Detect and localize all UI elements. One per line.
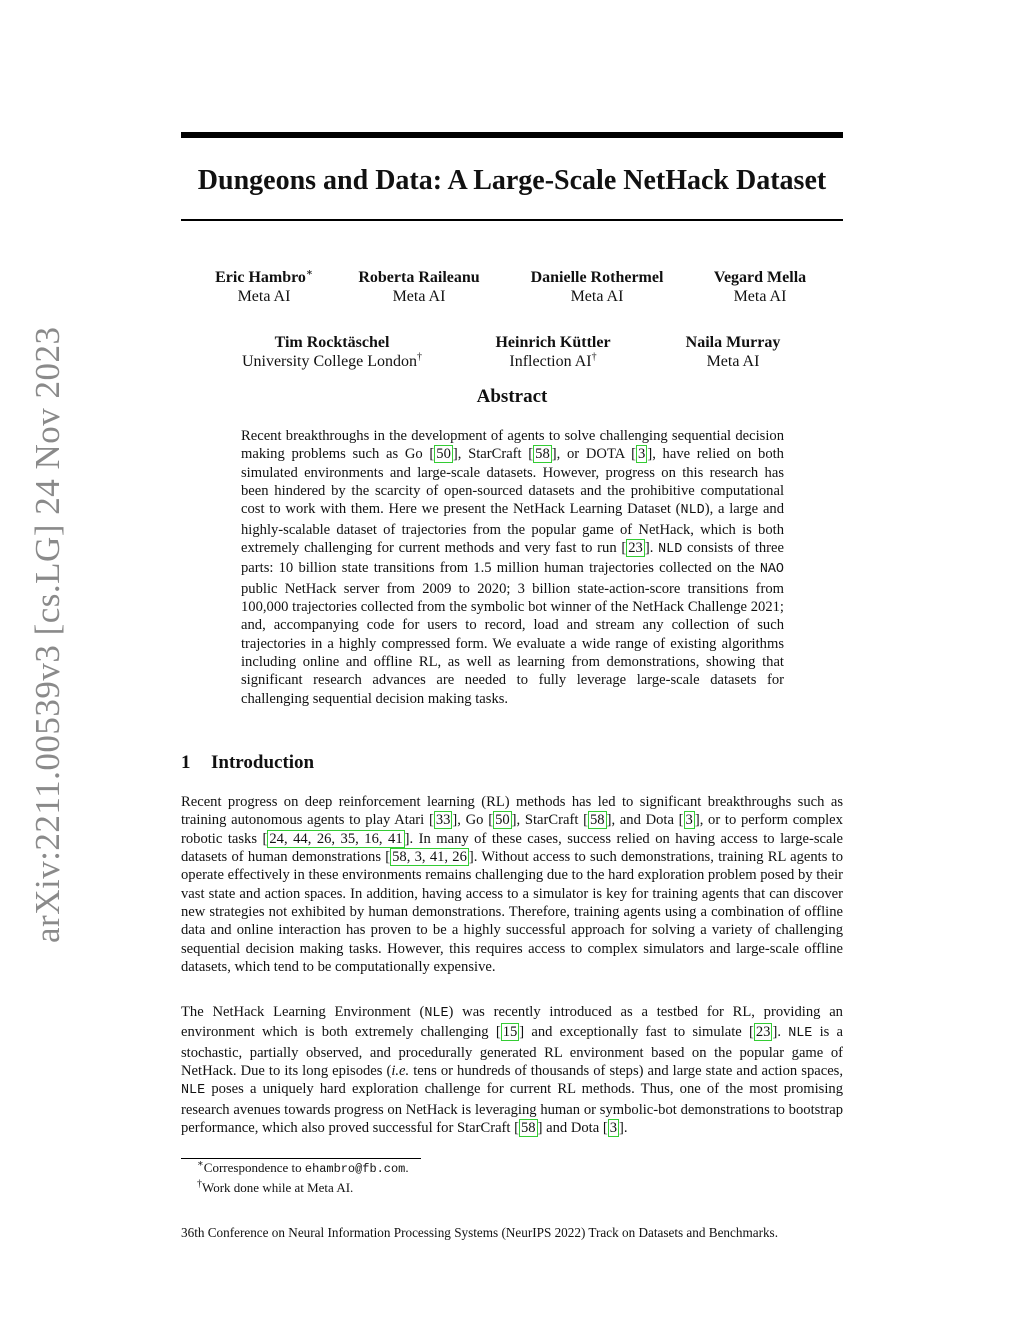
author-affiliation: Meta AI: [706, 353, 760, 370]
title-rule-top: [181, 132, 843, 138]
footnote-1: ∗Correspondence to ehambro@fb.com.: [197, 1158, 409, 1176]
author-name: Eric Hambro: [215, 269, 306, 286]
citation-link[interactable]: 23: [628, 540, 643, 557]
title-rule-bottom: [181, 219, 843, 221]
author-block: [674, 333, 792, 371]
author-name: Tim Rocktäschel: [274, 334, 390, 351]
citation-link[interactable]: 50: [495, 812, 510, 829]
footnote-2: †Work done while at Meta AI.: [197, 1178, 354, 1195]
citation-link[interactable]: 3: [685, 812, 693, 829]
author-affiliation: Meta AI: [392, 288, 446, 305]
citation-link[interactable]: 3: [609, 1120, 618, 1137]
citation-link[interactable]: 50: [436, 446, 451, 463]
author-affiliation: University College London: [241, 353, 418, 370]
section-title: Introduction: [211, 752, 315, 773]
section-number: 1: [181, 752, 191, 773]
citation-link[interactable]: 23: [755, 1024, 771, 1041]
citation-link[interactable]: 24, 44, 26, 35, 16, 41: [269, 830, 403, 847]
intro-paragraph-2: The NetHack Learning Environment (NLE) was recently introduced as a testbed for RL, providing an environment which is both extremely challenging [ 15 ] and exceptionally fast to simulate [ 23 ]. NLE is a stochastic, partially observed, and procedurally generated RL environment based on the popular game of NetHack. Due to its long episodes (i.e. tens or hundreds of thousands of steps) and large state and action spaces, NLE poses a uniquely hard exploration challenge for current RL methods. Thus, one of the most promising research avenues towards progress on NetHack is leveraging human or symbolic-bot demonstrations to bootstrap performance, which also proved successful for StarCraft [ 58 ] and Dota [ 3 ].: [181, 1004, 844, 1137]
author-name: Heinrich Küttler: [495, 334, 611, 351]
abstract-heading: Abstract: [476, 386, 548, 407]
citation-link[interactable]: 15: [502, 1024, 518, 1041]
author-affiliation: Inflection AI: [509, 353, 592, 370]
conference-footer: 36th Conference on Neural Information Processing Systems (NeurIPS 2022) Track on Datasets and Benchmarks.: [181, 1225, 778, 1240]
author-name: Danielle Rothermel: [530, 269, 664, 286]
author-block: [484, 333, 622, 371]
abstract-text: Recent breakthroughs in the development of agents to solve challenging sequential decision making problems such as Go [ 50 ], StarCraft [ 58 ], or DOTA [ 3 ], have relied on both simulated environments and large-scale datasets. However, progress on this research has been hindered by the scarcity of open-sourced datasets and the prohibitive computational cost to work with them. Here we present the NetHack Learning Dataset (NLD), a large and highly-scalable dataset of trajectories from the popular game of NetHack, which is both extremely challenging for current methods and very fast to run [ 23 ]. NLD consists of three parts: 10 billion state transitions from 1.5 million human trajectories collected on the NAO public NetHack server from 2009 to 2020; 3 billion state-action-score transitions from 100,000 trajectories collected from the symbolic bot winner of the NetHack Challenge 2021; and, accompanying code for users to record, load and stream any collection of such trajectories in a highly compressed form. We evaluate a wide range of existing algorithms including online and offline RL, as well as learning from demonstrations, showing that significant research advances are needed to fully leverage large-scale datasets for challenging sequential decision making tasks.: [241, 428, 785, 707]
author-name: Roberta Raileanu: [358, 269, 480, 286]
author-name: Naila Murray: [685, 334, 781, 351]
citation-link[interactable]: 58: [589, 812, 605, 829]
citation-link[interactable]: 33: [435, 812, 451, 829]
citation-link[interactable]: 58: [520, 1120, 536, 1137]
citation-link[interactable]: 3: [638, 446, 646, 463]
author-affiliation: Meta AI: [570, 288, 624, 305]
citation-link[interactable]: 58: [535, 446, 550, 463]
author-block: [700, 268, 820, 306]
author-block: [202, 268, 326, 306]
author-affiliation: Meta AI: [733, 288, 787, 305]
intro-paragraph-1: Recent progress on deep reinforcement learning (RL) methods has led to significant breakthroughs such as training autonomous agents to play Atari [ 33 ], Go [ 50 ], StarCraft [ 58 ], and Dota [ 3 ], or to perform complex robotic tasks [ 24, 44, 26, 35, 16, 41 ]. In many of these cases, success relied on having access to large-scale datasets of human demonstrations [ 58, 3, 41, 26 ]. Without access to such demonstrations, training RL agents to operate effectively in these environments remains challenging due to the hard exploration problem posed by their vast state and action spaces. In addition, having access to a simulator is key for training agents that can discover new strategies not exhibited by human demonstrations. Therefore, training agents using a combination of offline data and online interaction has proven to be a highly successful approach for solving a variety of challenging sequential decision making tasks. However, this requires access to complex simulators and large-scale offline datasets, which tend to be computationally expensive.: [181, 794, 843, 976]
affiliation-mark: †: [417, 351, 423, 363]
citation-link[interactable]: 58, 3, 41, 26: [392, 849, 467, 866]
author-block: [347, 268, 491, 306]
author-name: Vegard Mella: [713, 269, 807, 286]
affiliation-mark: †: [591, 351, 597, 363]
arxiv-stamp: arXiv:2211.00539v3 [cs.LG] 24 Nov 2023: [28, 326, 67, 943]
author-mark: ∗: [305, 267, 313, 279]
author-block: [518, 268, 676, 306]
footnote-rule: [181, 1158, 421, 1159]
section-heading: [181, 752, 314, 774]
author-affiliation: Meta AI: [237, 288, 291, 305]
author-block: [226, 333, 438, 371]
email-link[interactable]: ehambro@fb.com: [304, 1162, 406, 1176]
paper-title: Dungeons and Data: A Large-Scale NetHack Dataset: [197, 165, 827, 196]
